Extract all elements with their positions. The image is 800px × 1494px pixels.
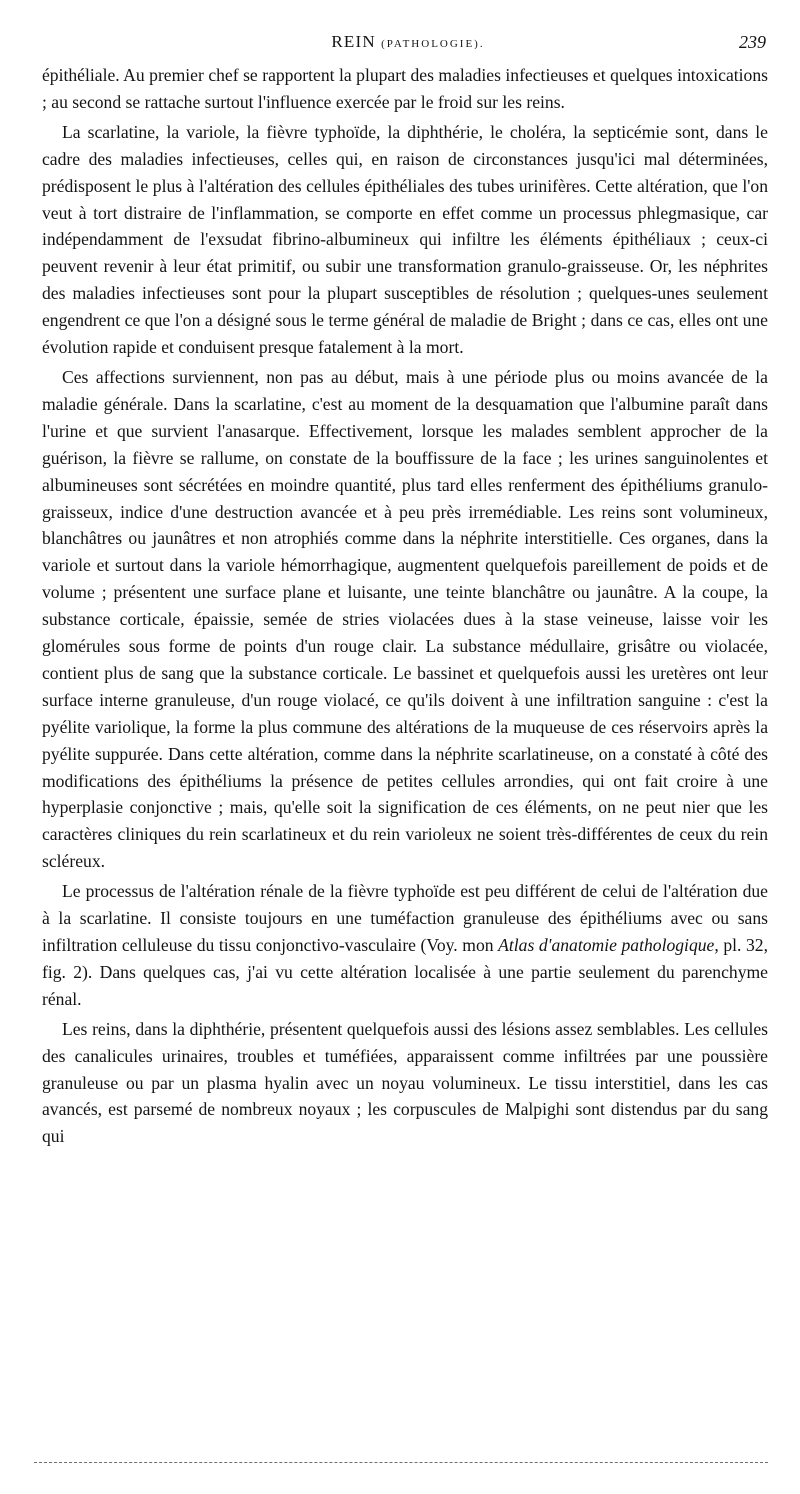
paragraph-4-after: , pl. 32, fig. 2). Dans quelques cas, j'ai vu cette altération localisée à une partie seulement du parenchyme rénal. <box>42 935 768 1009</box>
body-text <box>42 62 768 1153</box>
atlas-title: Atlas d'anatomie pathologique <box>498 935 715 955</box>
paragraph-3: Ces affections surviennent, non pas au début, mais à une période plus ou moins avancée de la maladie générale. Dans la scarlatine, c'est au moment de la desquamation que l'albumine paraît dans l'urine et que survient l'anasarque. Effectivement, lorsque les malades semblent approcher de la guérison, la fièvre se rallume, on constate de la bouffissure de la face ; les urines sanguinolentes et albumineuses sont sécrétées en moindre quantité, plus tard elles renferment des épithéliums granulo-graisseux, indice d'une destruction avancée et à peu près irremédiable. Les reins sont volumineux, blanchâtres ou jaunâtres et non atrophiés comme dans la néphrite interstitielle. Ces organes, dans la variole et surtout dans la variole hémorrhagique, augmentent quelquefois pareillement de poids et de volume ; présentent une surface plane et luisante, une teinte blanchâtre ou jaunâtre. A la coupe, la substance corticale, épaissie, semée de stries violacées dues à la stase veineuse, laisse voir les glomérules sous forme de points d'un rouge clair. La substance médullaire, grisâtre ou violacée, contient plus de sang que la substance corticale. Le bassinet et quelquefois aussi les uretères ont leur surface interne granuleuse, d'un rouge violacé, ce qu'ils doivent à une infiltration sanguine : c'est la pyélite variolique, la forme la plus commune des altérations de la muqueuse de ces réservoirs après la pyélite suppurée. Dans cette altération, comme dans la néphrite scarlatineuse, on a constaté à côté des modifications des épithéliums la présence de petites cellules arrondies, qui ont fait croire à une hyperplasie conjonctive ; mais, qu'elle soit la signification de ces éléments, on ne peut nier que les caractères cliniques du rein scarlatineux et du rein varioleux ne soient très-différentes de ceux du rein scléreux. <box>42 366 768 872</box>
running-title <box>50 32 766 52</box>
paragraph-1: épithéliale. Au premier chef se rapportent la plupart des maladies infectieuses et quelques intoxications ; au second se rattache surtout l'influence exercée par le froid sur les reins. <box>42 65 768 112</box>
paragraph-4-before: Le processus de l'altération rénale de la fièvre typhoïde est peu différent de celui de l'altération due à la scarlatine. Il consiste toujours en une tuméfaction granuleuse des épithéliums avec ou sans infiltration celluleuse du tissu conjonctivo-vasculaire (Voy. mon <box>42 881 768 955</box>
page-number: 239 <box>739 32 766 52</box>
running-title-section: (PATHOLOGIE). <box>381 38 485 50</box>
paragraph-4 <box>42 878 768 1013</box>
footer-rule <box>34 1462 768 1463</box>
running-head <box>50 32 766 56</box>
paragraph-5: Les reins, dans la diphthérie, présentent quelquefois aussi des lésions assez semblables. Les cellules des canalicules urinaires, troubles et tuméfiées, apparaissent comme infiltrées par une poussière granuleuse ou par un plasma hyalin avec un noyau volumineux. Le tissu interstitiel, dans les cas avancés, est parsemé de nombreux noyaux ; les corpuscules de Malpighi sont distendus par du sang qui <box>42 1018 768 1147</box>
paragraph-2: La scarlatine, la variole, la fièvre typhoïde, la diphthérie, le choléra, la septicémie sont, dans le cadre des maladies infectieuses, celles qui, en raison de circonstances jusqu'ici mal déterminées, prédisposent le plus à l'altération des cellules épithéliales des tubes urinifères. Cette altération, que l'on veut à tort distraire de l'inflammation, se comporte en effet comme un processus phlegmasique, car indépendamment de l'exsudat fibrino-albumineux qui infiltre les éléments épithéliaux ; ceux-ci peuvent revenir à leur état primitif, ou subir une transformation granulo-graisseuse. Or, les néphrites des maladies infectieuses sont pour la plupart susceptibles de résolution ; quelques-unes seulement engendrent ce que l'on a désigné sous le terme général de maladie de Bright ; dans ce cas, elles ont une évolution rapide et conduisent presque fatalement à la mort. <box>42 121 768 358</box>
running-title-main: REIN <box>331 32 376 51</box>
